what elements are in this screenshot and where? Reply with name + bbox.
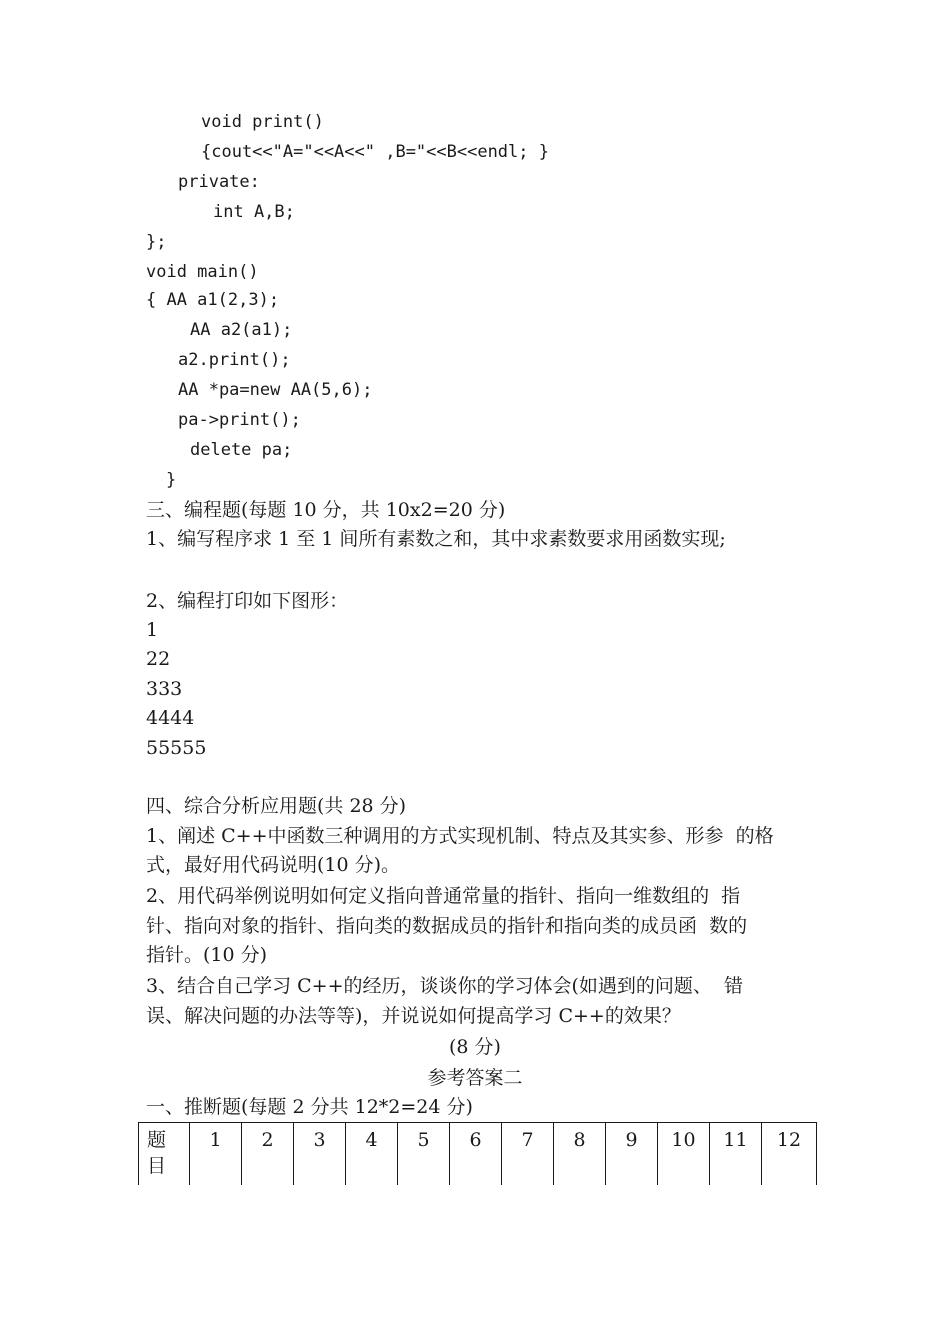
code-line-2: {cout<<"A="<<A<<" ,B="<<B<<endl; } (201, 142, 549, 162)
section4-q3-score: (8 分) (449, 1036, 501, 1058)
section3-question-1: 1、编写程序求 1 至 1 间所有素数之和，其中求素数要求用函数实现; (146, 528, 726, 550)
pattern-line-2: 22 (146, 648, 171, 670)
answer-col-1: 1 (190, 1123, 242, 1186)
code-line-1: void print() (201, 112, 324, 132)
pattern-line-1: 1 (146, 619, 159, 641)
answer-col-6: 6 (450, 1123, 502, 1186)
code-line-3: private: (178, 172, 260, 192)
code-line-12: delete pa; (190, 440, 293, 460)
code-line-13: } (166, 470, 177, 490)
answer-table-label-text: 题 目 (147, 1129, 167, 1177)
answer-table (138, 1122, 817, 1185)
section4-q2-line3: 指针。(10 分) (146, 944, 268, 966)
answer-col-12: 12 (762, 1123, 817, 1186)
answer-col-8: 8 (554, 1123, 606, 1186)
pattern-line-4: 4444 (146, 707, 195, 729)
code-line-8: AA a2(a1); (190, 320, 293, 340)
answer-col-7: 7 (502, 1123, 554, 1186)
code-line-9: a2.print(); (178, 350, 291, 370)
section3-title: 三、编程题(每题 10 分，共 10x2=20 分) (146, 499, 506, 521)
code-line-7: { AA a1(2,3); (146, 290, 280, 310)
code-line-10: AA *pa=new AA(5,6); (178, 380, 373, 400)
section4-title: 四、综合分析应用题(共 28 分) (146, 795, 407, 817)
section4-q2-line2: 针、指向对象的指针、指向类的数据成员的指针和指向类的成员函 数的 (146, 915, 748, 937)
answer-col-2: 2 (242, 1123, 294, 1186)
answer-key-heading: 参考答案二 (427, 1067, 523, 1089)
section3-question-2: 2、编程打印如下图形： (146, 590, 349, 612)
code-line-5: }; (146, 232, 167, 252)
answer-col-10: 10 (658, 1123, 710, 1186)
code-line-4: int A,B; (213, 202, 295, 222)
answer-col-9: 9 (606, 1123, 658, 1186)
section4-q3-line2: 误、解决问题的办法等等)，并说说如何提高学习 C++的效果？ (146, 1005, 681, 1027)
answer-section1-title: 一、推断题(每题 2 分共 12*2=24 分) (146, 1096, 473, 1118)
answer-col-11: 11 (710, 1123, 762, 1186)
section4-q3-line1: 3、结合自己学习 C++的经历，谈谈你的学习体会(如遇到的问题、 错 (146, 975, 743, 997)
section4-q2-line1: 2、用代码举例说明如何定义指向普通常量的指针、指向一维数组的 指 (146, 885, 741, 907)
answer-col-4: 4 (346, 1123, 398, 1186)
pattern-line-5: 55555 (146, 737, 207, 759)
answer-table-label (139, 1123, 190, 1186)
answer-col-5: 5 (398, 1123, 450, 1186)
section4-q1-line1: 1、阐述 C++中函数三种调用的方式实现机制、特点及其实参、形参 的格 (146, 825, 774, 847)
answer-table-header-row (139, 1123, 817, 1186)
code-line-6: void main() (146, 262, 259, 282)
code-line-11: pa->print(); (178, 410, 301, 430)
section4-q1-line2: 式，最好用代码说明(10 分)。 (146, 854, 401, 876)
answer-col-3: 3 (294, 1123, 346, 1186)
pattern-line-3: 333 (146, 678, 183, 700)
